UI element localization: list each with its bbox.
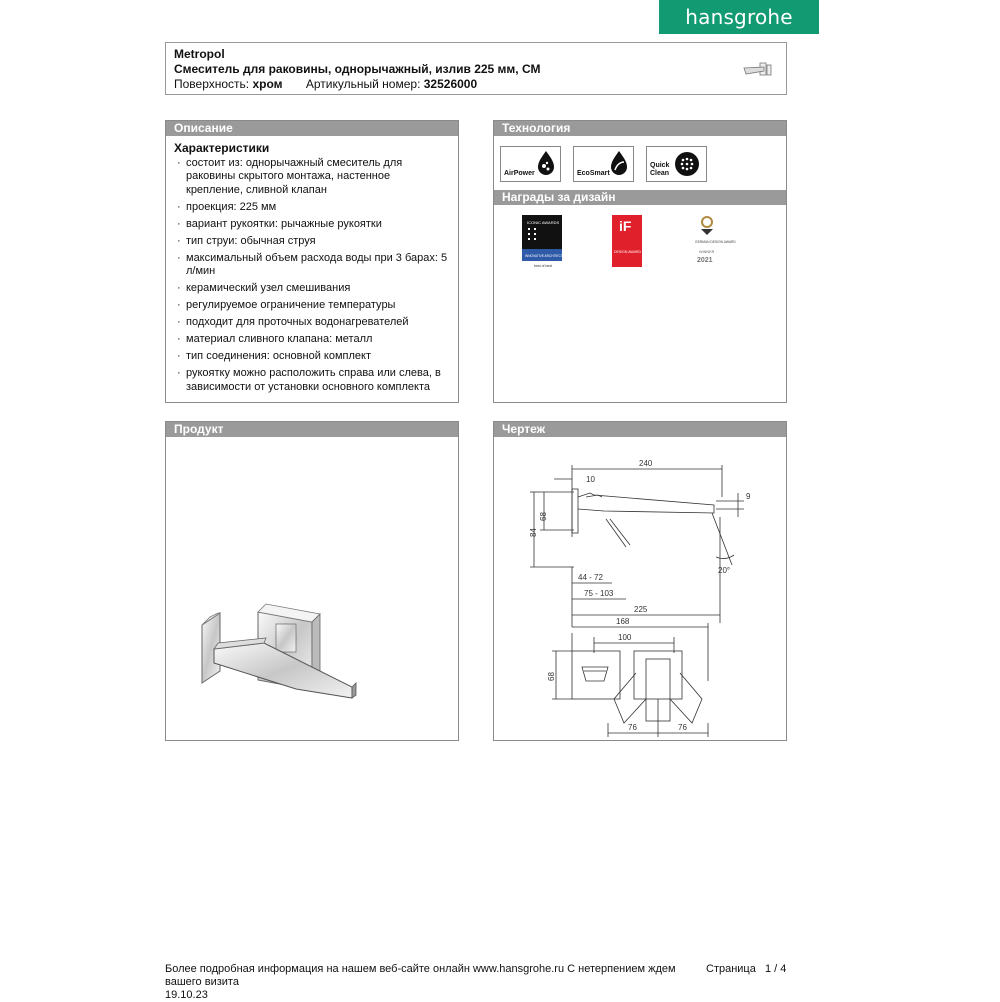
footer-page-value: 1 / 4 [765, 963, 787, 975]
footer-page-label: Страница [706, 963, 756, 975]
list-item: · рукоятку можно расположить справа или слева, в зависимости от установки основного комплекта [174, 367, 450, 394]
dim-84: 84 [529, 528, 538, 537]
page-footer [165, 963, 805, 1002]
dim-68-front: 68 [547, 672, 556, 681]
list-item: · материал сливного клапана: металл [174, 333, 450, 347]
ecosmart-label: EcoSmart [577, 170, 610, 177]
iconic-award-foot: best of best [534, 264, 553, 268]
dim-10: 10 [586, 475, 595, 484]
ecosmart-badge [573, 146, 634, 182]
footer-date: 19.10.23 [165, 989, 208, 1001]
airpower-icon [536, 150, 556, 176]
product-thumbnail-icon [742, 61, 772, 79]
drawing-title: Чертеж [494, 422, 786, 437]
quickclean-icon [673, 150, 701, 178]
airpower-label: AirPower [504, 170, 535, 177]
series-name: Metropol [174, 47, 225, 61]
product-title: Продукт [166, 422, 458, 437]
list-item: · подходит для проточных водонагревателей [174, 316, 450, 330]
footer-website-text: Более подробная информация на нашем веб-сайте онлайн www.hansgrohe.ru С нетерпением ждем Страница 1 / 4 [165, 963, 787, 975]
dim-168: 168 [616, 617, 630, 626]
if-award-sub: DESIGN AWARD 2020 [614, 250, 650, 254]
dim-75-103: 75 - 103 [584, 589, 614, 598]
description-panel [165, 120, 459, 403]
dim-100: 100 [618, 633, 632, 642]
if-design-award-icon [612, 215, 650, 267]
list-item: · максимальный объем расхода воды при 3 барах: 5 л/мин [174, 252, 450, 279]
list-item: · керамический узел смешивания [174, 282, 450, 296]
technology-title: Технология [494, 121, 786, 136]
list-item: · состоит из: однорычажный смеситель для раковины скрытого монтажа, настенное крепление, сливной клапан [174, 157, 450, 198]
ecosmart-icon [609, 150, 629, 176]
iconic-award-icon [522, 215, 570, 271]
dim-68: 68 [539, 512, 548, 521]
iconic-award-text: ICONIC AWARDS [527, 220, 560, 225]
dim-20-deg: 20° [718, 566, 731, 575]
german-award-year: 2021 [697, 257, 713, 264]
technical-drawing [494, 437, 786, 740]
list-item: · регулируемое ограничение температуры [174, 299, 450, 313]
list-item: · тип струи: обычная струя [174, 235, 450, 249]
features-heading: Характеристики [174, 141, 270, 155]
product-name: Смеситель для раковины, однорычажный, излив 225 мм, СМ [174, 62, 541, 76]
list-item: · проекция: 225 мм [174, 201, 450, 215]
product-header [165, 42, 787, 95]
german-design-award-icon [692, 215, 736, 271]
surface-and-article [174, 77, 778, 92]
quickclean-badge [646, 146, 707, 182]
german-award-sub: WINNER [699, 250, 715, 254]
product-panel [165, 421, 459, 741]
description-title: Описание [166, 121, 458, 136]
dim-240: 240 [639, 459, 653, 468]
iconic-award-sub: INNOVATIVE ARCHITECTURE [525, 254, 570, 258]
dim-225: 225 [634, 605, 648, 614]
brand-logo: hansgrohe [659, 0, 819, 34]
awards-title: Награды за дизайн [494, 190, 786, 205]
if-award-text: iF [619, 218, 632, 234]
technology-panel [493, 120, 787, 403]
german-award-text: GERMAN DESIGN AWARD [695, 240, 736, 244]
airpower-badge [500, 146, 561, 182]
list-item: · тип соединения: основной комплект [174, 350, 450, 364]
surface-value: хром [252, 77, 283, 91]
list-item: · вариант рукоятки: рычажные рукоятки [174, 218, 450, 232]
article-value: 32526000 [423, 77, 478, 91]
dim-9: 9 [746, 492, 751, 501]
dim-44-72: 44 - 72 [578, 573, 603, 582]
footer-line2: вашего визита [165, 976, 239, 988]
surface-label: Поверхность: [174, 77, 250, 91]
article-label: Артикульный номер: [305, 77, 421, 91]
dim-76-right: 76 [678, 723, 687, 732]
drawing-panel [493, 421, 787, 741]
quickclean-label: Quick Clean [650, 162, 670, 177]
dim-76-left: 76 [628, 723, 637, 732]
faucet-product-image [166, 437, 458, 740]
features-list [174, 157, 450, 395]
